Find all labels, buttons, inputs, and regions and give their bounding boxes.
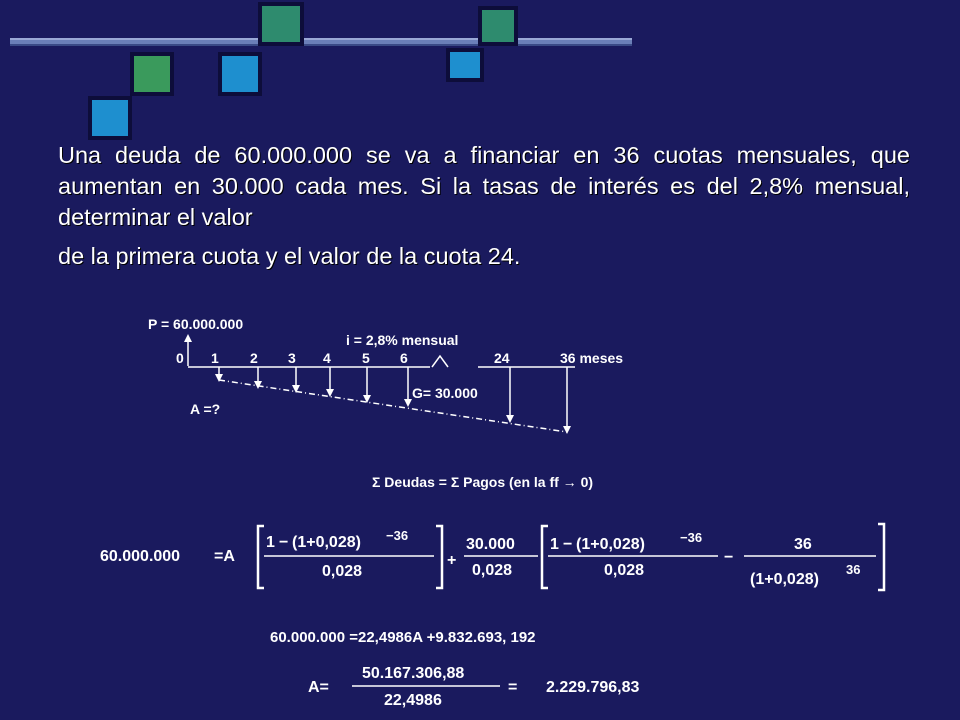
equations (0, 470, 960, 710)
eq-n-base: (1+0,028) (750, 571, 819, 588)
eq-line-2: 60.000.000 =22,4986A +9.832.693, 192 (270, 629, 536, 646)
problem-paragraph-2: de la primera cuota y el valor de la cuota 24. (58, 243, 521, 269)
period-0: 0 (176, 350, 184, 366)
eq-line-3-numerator: 50.167.306,88 (362, 665, 465, 682)
eq-line-3-denominator: 22,4986 (384, 692, 442, 709)
eq-minus-3: − (724, 549, 734, 566)
period-5: 5 (362, 350, 370, 366)
period-36: 36 meses (560, 350, 624, 366)
eq-g-num: 30.000 (466, 536, 515, 553)
rate-label: i = 2,8% mensual (346, 332, 459, 348)
eq-line-3-result: 2.229.796,83 (546, 679, 640, 696)
present-value-label: P = 60.000.000 (148, 316, 244, 332)
eq-base: (1+0,028) (292, 534, 361, 551)
eq-n-num: 36 (794, 536, 812, 553)
eq-eq-A: =A (214, 548, 235, 565)
problem-paragraph-1: Una deuda de 60.000.000 se va a financiar en 36 cuotas mensuales, que aumentan en 30.000 cada mes. Si la tasas de interés es del 2,8% mensual, determinar el valor (58, 142, 910, 230)
period-2: 2 (250, 350, 258, 366)
bracket-right-2 (878, 524, 884, 590)
eq-exponent: −36 (386, 528, 409, 543)
eq-lhs: 60.000.000 (100, 548, 181, 565)
bracket-right-1 (436, 526, 442, 588)
eq-line-3-prefix: A= (308, 679, 329, 696)
header-bar (10, 38, 632, 46)
eq-n-exp: 36 (846, 562, 861, 577)
deco-square (130, 52, 174, 96)
eq-base-2: (1+0,028) (576, 536, 645, 553)
gradient-label: G= 30.000 (412, 385, 478, 401)
balance-sum: Σ Deudas = Σ Pagos (en la ff → 0) (372, 474, 594, 490)
gradient-line (219, 380, 567, 432)
bracket-left-2 (542, 526, 548, 588)
period-6: 6 (400, 350, 408, 366)
eq-minus-2: − (563, 536, 573, 553)
eq-plus: + (447, 552, 457, 569)
problem-statement (58, 140, 910, 272)
eq-exp-2: −36 (680, 530, 703, 545)
break-mark (432, 356, 448, 367)
period-3: 3 (288, 350, 296, 366)
eq-minus: − (279, 534, 289, 551)
deco-square (88, 96, 132, 140)
eq-rate: 0,028 (322, 563, 363, 580)
deco-square (258, 2, 304, 46)
eq-g-den: 0,028 (472, 562, 513, 579)
eq-rate-2: 0,028 (604, 562, 645, 579)
deco-square (218, 52, 262, 96)
eq-one-2: 1 (550, 536, 559, 553)
deco-square (446, 48, 484, 82)
period-24: 24 (494, 350, 510, 366)
bracket-left-1 (258, 526, 264, 588)
deco-square (478, 6, 518, 46)
first-payment-label: A =? (190, 401, 221, 417)
eq-line-3-equals: = (508, 679, 518, 696)
period-1: 1 (211, 350, 219, 366)
period-4: 4 (323, 350, 331, 366)
eq-one: 1 (266, 534, 275, 551)
